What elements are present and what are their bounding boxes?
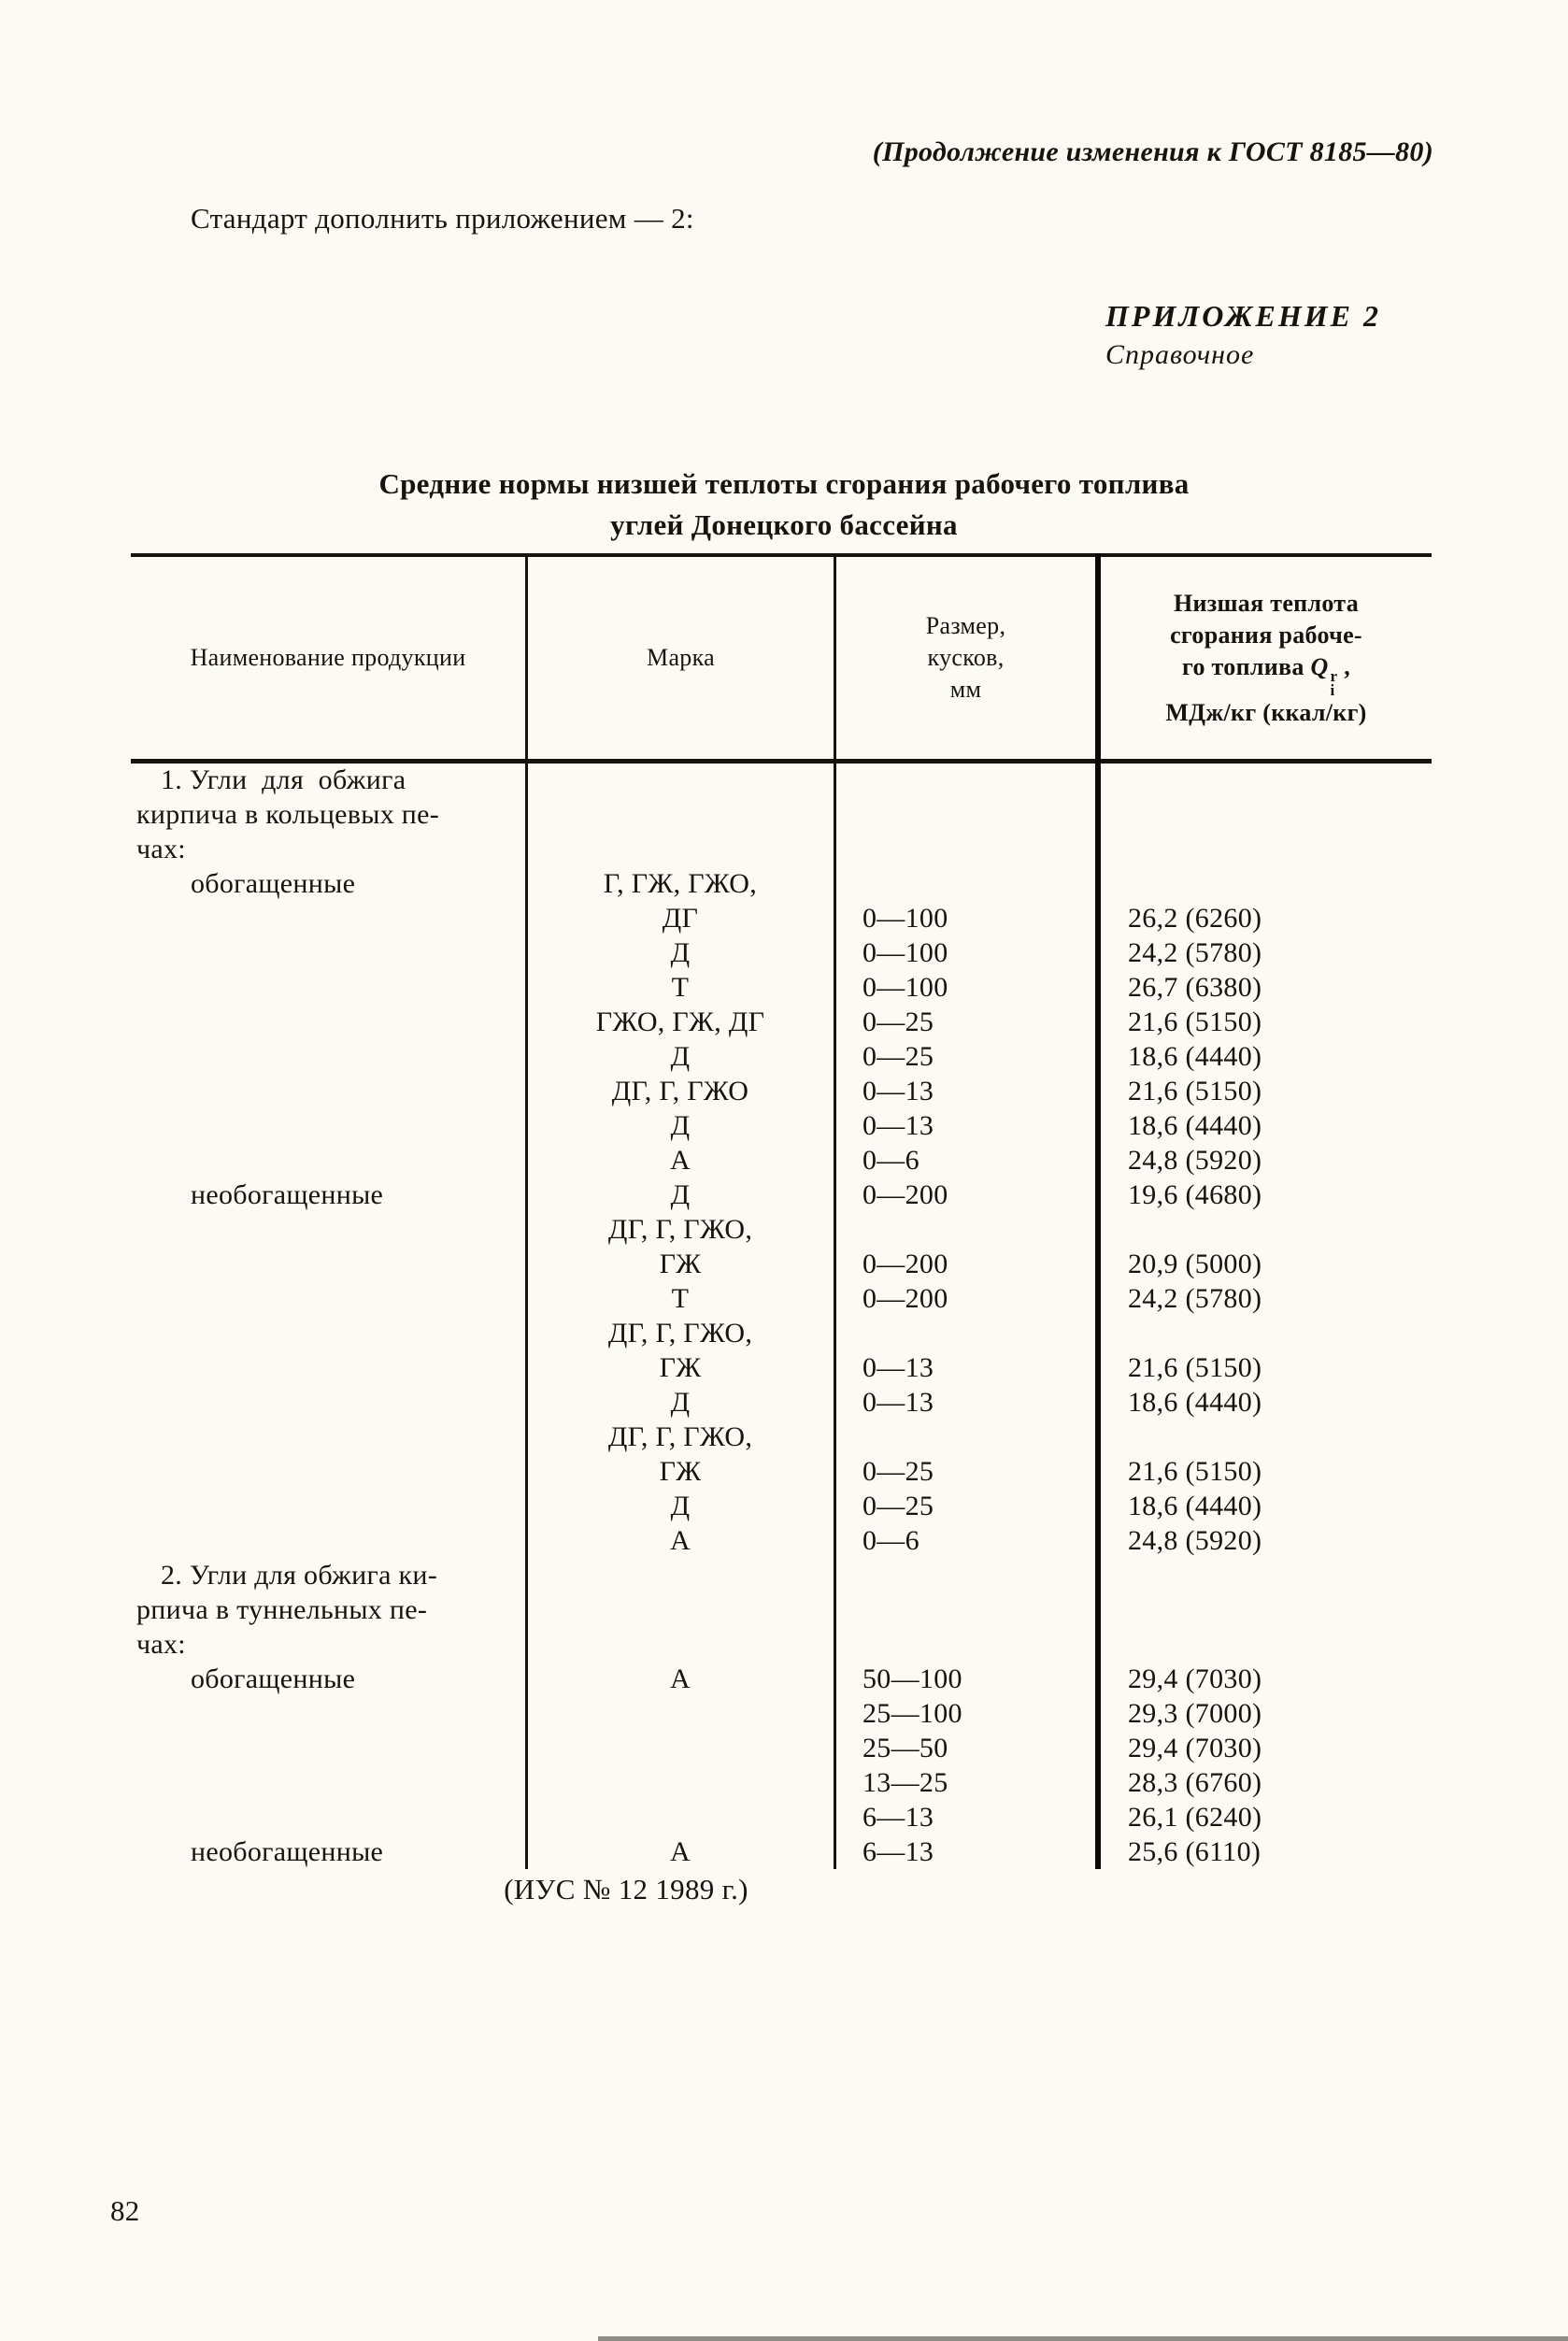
mark-cell: ГЖ xyxy=(659,1352,702,1383)
mark-cell: ДГ, Г, ГЖО, xyxy=(607,1421,753,1452)
header-heat-line2: сгорания рабоче- xyxy=(1170,621,1362,649)
product-cell: кирпича в кольцевых пе- xyxy=(136,799,440,830)
mark-cell: ДГ, Г, ГЖО xyxy=(611,1076,749,1106)
mark-cell xyxy=(526,1800,834,1834)
size-cell: 0—25 xyxy=(862,1491,934,1521)
mark-cell: Г, ГЖ, ГЖО, xyxy=(603,868,758,899)
value-cell: 29,4 (7030) xyxy=(1128,1733,1262,1763)
table-row xyxy=(131,832,1432,866)
product-cell xyxy=(131,1005,526,1039)
size-cell xyxy=(834,797,1098,832)
value-cell: 21,6 (5150) xyxy=(1128,1076,1262,1106)
value-cell xyxy=(1098,1558,1432,1592)
mark-cell: Д xyxy=(670,1179,691,1210)
size-cell: 0—100 xyxy=(862,937,948,968)
value-cell: 21,6 (5150) xyxy=(1128,1352,1262,1383)
table-row xyxy=(131,1420,1432,1454)
product-cell xyxy=(131,1108,526,1143)
product-cell xyxy=(131,1385,526,1420)
mark-cell: А xyxy=(670,1145,691,1176)
header-product-label: Наименование продукции xyxy=(190,644,466,671)
product-cell xyxy=(131,901,526,935)
value-cell xyxy=(1098,797,1432,832)
table-row xyxy=(131,1316,1432,1350)
scan-edge-artifact xyxy=(598,2336,1568,2341)
size-cell xyxy=(834,1316,1098,1350)
product-cell xyxy=(131,1765,526,1800)
product-cell: 2. Угли для обжига ки- xyxy=(161,1560,438,1591)
header-size-line2: кусков, xyxy=(927,644,1005,671)
value-cell xyxy=(1098,832,1432,866)
value-cell xyxy=(1098,763,1432,797)
mark-cell xyxy=(526,1696,834,1731)
source-note: (ИУС № 12 1989 г.) xyxy=(504,1873,748,1906)
mark-cell: Д xyxy=(670,1387,691,1418)
table-row xyxy=(131,797,1432,832)
table-row xyxy=(131,935,1432,970)
table-row xyxy=(131,1696,1432,1731)
product-cell xyxy=(131,1420,526,1454)
mark-cell: ГЖ xyxy=(659,1249,702,1279)
table-row xyxy=(131,1731,1432,1765)
value-cell: 21,6 (5150) xyxy=(1128,1456,1262,1487)
table-row xyxy=(131,1005,1432,1039)
table-row xyxy=(131,1523,1432,1558)
product-cell: необогащенные xyxy=(191,1836,384,1867)
size-cell: 0—200 xyxy=(862,1249,948,1279)
table-row xyxy=(131,1350,1432,1385)
mark-cell: Т xyxy=(671,972,690,1003)
value-cell: 24,2 (5780) xyxy=(1128,1283,1262,1314)
product-cell xyxy=(131,1731,526,1765)
mark-cell xyxy=(526,763,834,797)
table-row xyxy=(131,1039,1432,1074)
product-cell xyxy=(131,1281,526,1316)
appendix-heading xyxy=(1105,299,1381,371)
header-heat-line1: Низшая теплота xyxy=(1174,589,1359,617)
table-title xyxy=(0,464,1568,546)
product-cell xyxy=(131,1316,526,1350)
value-cell: 26,2 (6260) xyxy=(1128,903,1262,934)
heat-formula-sup: r xyxy=(1330,666,1338,685)
product-cell xyxy=(131,1523,526,1558)
product-cell xyxy=(131,1696,526,1731)
size-cell: 0—25 xyxy=(862,1456,934,1487)
mark-cell: Д xyxy=(670,1110,691,1141)
product-cell: чах: xyxy=(136,1629,186,1660)
header-heat-line3 xyxy=(1182,651,1350,697)
product-cell: 1. Угли для обжига xyxy=(161,764,406,795)
heat-formula-q: Q xyxy=(1310,652,1329,680)
table-row xyxy=(131,1281,1432,1316)
size-cell: 0—6 xyxy=(862,1145,919,1176)
mark-cell xyxy=(526,1592,834,1627)
value-cell xyxy=(1098,1592,1432,1627)
header-size-line3: мм xyxy=(949,676,982,703)
size-cell: 0—13 xyxy=(862,1387,934,1418)
table-row xyxy=(131,1143,1432,1178)
appendix-subtitle: Справочное xyxy=(1105,339,1255,370)
table-row xyxy=(131,1800,1432,1834)
heat-formula-prefix: го топлива xyxy=(1181,652,1311,680)
value-cell xyxy=(1098,1212,1432,1247)
product-cell: обогащенные xyxy=(191,1663,356,1694)
size-cell: 13—25 xyxy=(862,1767,948,1798)
header-size-line1: Размер, xyxy=(925,612,1006,639)
size-cell: 50—100 xyxy=(862,1663,962,1694)
mark-cell: Д xyxy=(670,937,691,968)
product-cell xyxy=(131,1350,526,1385)
table-title-line2: углей Донецкого бассейна xyxy=(610,508,958,541)
table-row xyxy=(131,1834,1432,1869)
heat-formula-suffix: , xyxy=(1337,652,1351,680)
value-cell: 21,6 (5150) xyxy=(1128,1006,1262,1037)
table-row xyxy=(131,1385,1432,1420)
product-cell xyxy=(131,1454,526,1489)
mark-cell: ГЖО, ГЖ, ДГ xyxy=(595,1006,765,1037)
size-cell: 6—13 xyxy=(862,1802,934,1833)
value-cell: 18,6 (4440) xyxy=(1128,1491,1262,1521)
mark-cell: ГЖ xyxy=(659,1456,702,1487)
mark-cell: Т xyxy=(671,1283,690,1314)
product-cell xyxy=(131,1074,526,1108)
data-table xyxy=(131,553,1432,1869)
table-header xyxy=(131,557,1432,759)
value-cell xyxy=(1098,1627,1432,1662)
value-cell xyxy=(1098,1316,1432,1350)
product-cell xyxy=(131,1143,526,1178)
value-cell: 25,6 (6110) xyxy=(1128,1836,1262,1867)
size-cell: 0—100 xyxy=(862,972,948,1003)
mark-cell: Д xyxy=(670,1041,691,1072)
header-heat-line4: МДж/кг (ккал/кг) xyxy=(1165,698,1367,726)
size-cell: 0—25 xyxy=(862,1006,934,1037)
product-cell xyxy=(131,1039,526,1074)
product-cell xyxy=(131,1800,526,1834)
product-cell: необогащенные xyxy=(191,1179,384,1210)
product-cell xyxy=(131,1489,526,1523)
mark-cell: ДГ, Г, ГЖО, xyxy=(607,1214,753,1245)
size-cell xyxy=(834,1420,1098,1454)
value-cell xyxy=(1098,866,1432,901)
mark-cell: Д xyxy=(670,1491,691,1521)
mark-cell: А xyxy=(670,1836,691,1867)
header-mark xyxy=(528,557,834,759)
table-row xyxy=(131,901,1432,935)
size-cell: 0—6 xyxy=(862,1525,919,1556)
mark-cell: А xyxy=(670,1525,691,1556)
table-row xyxy=(131,1558,1432,1592)
size-cell xyxy=(834,763,1098,797)
standard-amendment-note: Стандарт дополнить приложением — 2: xyxy=(191,202,694,235)
product-cell: обогащенные xyxy=(191,868,356,899)
mark-cell xyxy=(526,1765,834,1800)
product-cell xyxy=(131,935,526,970)
value-cell: 18,6 (4440) xyxy=(1128,1110,1262,1141)
value-cell: 29,4 (7030) xyxy=(1128,1663,1262,1694)
size-cell: 25—100 xyxy=(862,1698,962,1729)
page-number: 82 xyxy=(110,2194,140,2227)
size-cell: 0—13 xyxy=(862,1352,934,1383)
table-row xyxy=(131,970,1432,1005)
value-cell xyxy=(1098,1420,1432,1454)
table-row xyxy=(131,1178,1432,1212)
value-cell: 24,8 (5920) xyxy=(1128,1525,1262,1556)
size-cell xyxy=(834,832,1098,866)
mark-cell xyxy=(526,1627,834,1662)
mark-cell xyxy=(526,832,834,866)
mark-cell xyxy=(526,1558,834,1592)
table-row xyxy=(131,1662,1432,1696)
product-cell: рпича в туннельных пе- xyxy=(136,1594,428,1625)
table-row xyxy=(131,1592,1432,1627)
size-cell xyxy=(834,1558,1098,1592)
mark-cell xyxy=(526,797,834,832)
appendix-title: ПРИЛОЖЕНИЕ 2 xyxy=(1105,299,1382,333)
table-row xyxy=(131,1212,1432,1247)
size-cell xyxy=(834,1592,1098,1627)
value-cell: 26,1 (6240) xyxy=(1128,1802,1262,1833)
size-cell: 0—25 xyxy=(862,1041,934,1072)
value-cell: 24,2 (5780) xyxy=(1128,937,1262,968)
value-cell: 18,6 (4440) xyxy=(1128,1387,1262,1418)
table-row xyxy=(131,763,1432,797)
table-row xyxy=(131,1765,1432,1800)
product-cell xyxy=(131,1212,526,1247)
size-cell: 0—100 xyxy=(862,903,948,934)
header-heat-value xyxy=(1101,557,1432,759)
size-cell xyxy=(834,1627,1098,1662)
size-cell: 0—200 xyxy=(862,1179,948,1210)
heat-formula-sub: i xyxy=(1330,680,1335,699)
table-row xyxy=(131,866,1432,901)
product-cell xyxy=(131,970,526,1005)
value-cell: 26,7 (6380) xyxy=(1128,972,1262,1003)
size-cell: 0—200 xyxy=(862,1283,948,1314)
table-body xyxy=(131,763,1432,1869)
size-cell: 0—13 xyxy=(862,1076,934,1106)
table-row xyxy=(131,1247,1432,1281)
value-cell: 18,6 (4440) xyxy=(1128,1041,1262,1072)
size-cell xyxy=(834,866,1098,901)
table-row xyxy=(131,1627,1432,1662)
table-row xyxy=(131,1074,1432,1108)
mark-cell xyxy=(526,1731,834,1765)
value-cell: 24,8 (5920) xyxy=(1128,1145,1262,1176)
value-cell: 20,9 (5000) xyxy=(1128,1249,1262,1279)
table-row xyxy=(131,1489,1432,1523)
table-title-line1: Средние нормы низшей теплоты сгорания рабочего топлива xyxy=(378,467,1190,500)
table-row xyxy=(131,1108,1432,1143)
header-mark-label: Марка xyxy=(647,644,715,671)
size-cell: 0—13 xyxy=(862,1110,934,1141)
mark-cell: ДГ, Г, ГЖО, xyxy=(607,1318,753,1349)
size-cell: 25—50 xyxy=(862,1733,948,1763)
header-product xyxy=(131,557,525,759)
table-row xyxy=(131,1454,1432,1489)
header-size xyxy=(836,557,1095,759)
value-cell: 29,3 (7000) xyxy=(1128,1698,1262,1729)
value-cell: 28,3 (6760) xyxy=(1128,1767,1262,1798)
product-cell: чах: xyxy=(136,834,186,864)
continuation-note: (Продолжение изменения к ГОСТ 8185—80) xyxy=(872,136,1433,167)
value-cell: 19,6 (4680) xyxy=(1128,1179,1262,1210)
product-cell xyxy=(131,1247,526,1281)
size-cell xyxy=(834,1212,1098,1247)
mark-cell: ДГ xyxy=(662,903,699,934)
mark-cell: А xyxy=(670,1663,691,1694)
size-cell: 6—13 xyxy=(862,1836,934,1867)
